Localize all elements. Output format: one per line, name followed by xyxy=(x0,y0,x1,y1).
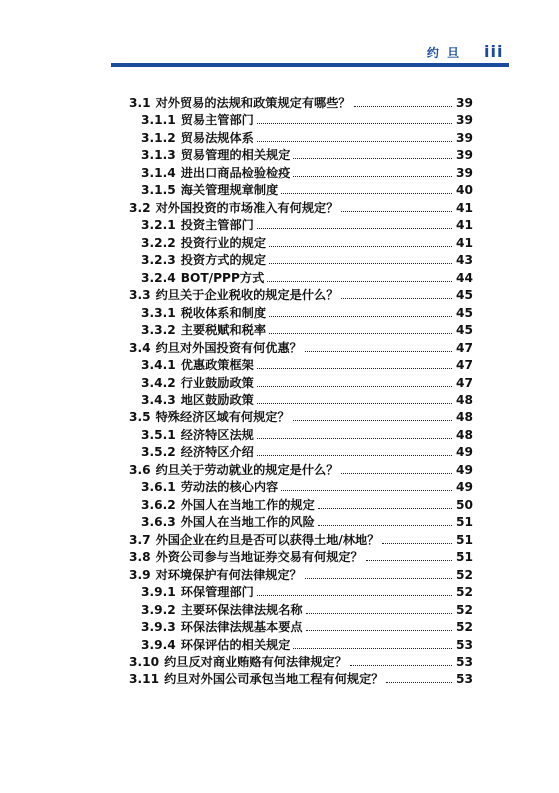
toc-entry-number: 3.2.3 xyxy=(141,253,176,268)
dot-leader xyxy=(293,648,452,649)
toc-entry-label xyxy=(129,671,383,688)
toc-entry[interactable] xyxy=(129,305,473,322)
toc-entry-page-number: 48 xyxy=(456,427,473,442)
toc-entry-label xyxy=(129,287,338,304)
toc-entry-page-number: 53 xyxy=(456,655,473,669)
toc-entry-page-number: 51 xyxy=(456,515,473,530)
toc-entry-page-number: 43 xyxy=(456,253,473,268)
toc-entry-page-number: 52 xyxy=(456,567,473,582)
toc-entry[interactable] xyxy=(129,375,473,392)
toc-entry-label xyxy=(129,567,302,584)
toc-entry-page-number: 48 xyxy=(456,392,473,407)
toc-entry[interactable] xyxy=(129,112,473,129)
toc-entry-title: 投资主管部门 xyxy=(180,218,254,233)
toc-entry-number: 3.2.4 xyxy=(141,270,176,285)
toc-entry-label xyxy=(141,427,254,444)
toc-entry-title: 约旦对外国公司承包当地工程有何规定？ xyxy=(164,672,384,687)
toc-entry[interactable] xyxy=(129,549,473,566)
dot-leader xyxy=(281,490,452,491)
toc-entry[interactable] xyxy=(129,357,473,374)
toc-entry[interactable] xyxy=(129,392,473,409)
toc-entry-number: 3.5.1 xyxy=(141,427,176,442)
toc-entry-title: 对环境保护有何法律规定？ xyxy=(155,567,302,582)
toc-entry-number: 3.1.5 xyxy=(141,183,176,198)
dot-leader xyxy=(257,123,452,124)
toc-entry-number: 3.7 xyxy=(129,532,151,547)
toc-entry-label xyxy=(141,235,266,252)
toc-entry-page-number: 47 xyxy=(456,358,473,373)
dot-leader xyxy=(281,193,452,194)
toc-entry[interactable] xyxy=(129,147,473,164)
toc-entry-label xyxy=(141,392,254,409)
toc-entry-page-number: 51 xyxy=(456,532,473,547)
toc-entry-number: 3.3.1 xyxy=(141,305,176,320)
toc-entry-page-number: 44 xyxy=(456,270,473,285)
toc-entry-page-number: 45 xyxy=(456,288,473,303)
toc-entry-number: 3.9.3 xyxy=(141,620,176,635)
dot-leader xyxy=(341,473,452,474)
toc-entry-label xyxy=(129,462,338,479)
toc-entry-label xyxy=(129,409,290,426)
toc-entry-title: 主要税赋和税率 xyxy=(180,323,267,338)
toc-entry[interactable] xyxy=(129,479,473,496)
toc-entry-label xyxy=(129,654,347,671)
toc-entry-number: 3.1.2 xyxy=(141,130,176,145)
toc-entry[interactable] xyxy=(129,287,473,304)
toc-entry-number: 3.1 xyxy=(129,96,151,110)
toc-entry[interactable] xyxy=(129,252,473,269)
toc-entry[interactable] xyxy=(129,584,473,601)
toc-entry-title: 经济特区介绍 xyxy=(180,445,254,460)
table-of-contents xyxy=(129,95,473,689)
toc-entry[interactable] xyxy=(129,165,473,182)
header-divider xyxy=(111,63,509,67)
toc-entry-title: 税收体系和制度 xyxy=(180,305,267,320)
toc-entry-label xyxy=(129,200,338,217)
toc-entry-label xyxy=(141,497,315,514)
toc-entry-label xyxy=(141,444,254,461)
toc-entry-number: 3.9.4 xyxy=(141,637,176,652)
toc-entry-title: 外国企业在约旦是否可以获得土地/林地？ xyxy=(155,532,380,547)
toc-entry[interactable] xyxy=(129,340,473,357)
toc-entry[interactable] xyxy=(129,217,473,234)
toc-entry-number: 3.9.1 xyxy=(141,585,176,600)
toc-entry-page-number: 40 xyxy=(456,183,473,198)
toc-entry-page-number: 53 xyxy=(456,672,473,687)
toc-entry-label xyxy=(141,637,290,654)
toc-entry-number: 3.4.2 xyxy=(141,375,176,390)
toc-entry[interactable] xyxy=(129,654,473,671)
dot-leader xyxy=(306,613,452,614)
toc-entry-number: 3.8 xyxy=(129,550,151,565)
toc-entry-number: 3.10 xyxy=(129,655,160,669)
toc-entry-number: 3.5.2 xyxy=(141,445,176,460)
toc-entry-page-number: 49 xyxy=(456,445,473,460)
toc-entry[interactable] xyxy=(129,182,473,199)
toc-entry[interactable] xyxy=(129,444,473,461)
toc-entry-title: 外国人在当地工作的风险 xyxy=(180,515,315,530)
toc-entry-title: 海关管理规章制度 xyxy=(180,183,279,198)
toc-entry[interactable] xyxy=(129,514,473,531)
toc-entry-number: 3.6.2 xyxy=(141,497,176,512)
toc-entry[interactable] xyxy=(129,270,473,287)
toc-entry-title: 对外贸易的法规和政策规定有哪些？ xyxy=(155,96,351,110)
toc-entry-label xyxy=(141,357,254,374)
toc-entry-title: BOT/PPP方式 xyxy=(180,270,265,285)
dot-leader xyxy=(305,578,452,579)
dot-leader xyxy=(306,630,452,631)
toc-entry[interactable] xyxy=(129,602,473,619)
toc-entry-number: 3.11 xyxy=(129,672,160,687)
toc-entry-number: 3.9 xyxy=(129,567,151,582)
chapter-header-title: 约 旦 xyxy=(426,46,462,60)
toc-entry-label xyxy=(141,252,266,269)
toc-entry-number: 3.1.3 xyxy=(141,148,176,163)
toc-entry[interactable] xyxy=(129,200,473,217)
toc-entry-title: 环保评估的相关规定 xyxy=(180,637,291,652)
toc-entry[interactable] xyxy=(129,497,473,514)
toc-entry-page-number: 53 xyxy=(456,637,473,652)
toc-entry-title: 外国人在当地工作的规定 xyxy=(180,497,315,512)
toc-entry-page-number: 52 xyxy=(456,602,473,617)
toc-entry-label xyxy=(141,270,264,287)
dot-leader xyxy=(386,682,452,683)
toc-entry-page-number: 52 xyxy=(456,585,473,600)
toc-entry-label xyxy=(129,95,351,112)
toc-entry-title: 行业鼓励政策 xyxy=(180,375,254,390)
toc-entry-page-number: 47 xyxy=(456,375,473,390)
toc-entry-title: 地区鼓励政策 xyxy=(180,392,254,407)
toc-entry-label xyxy=(141,305,266,322)
dot-leader xyxy=(350,665,452,666)
page-numeral: iii xyxy=(484,42,504,61)
toc-entry-number: 3.2 xyxy=(129,200,151,215)
toc-entry-title: 投资方式的规定 xyxy=(180,253,267,268)
toc-entry-number: 3.1.1 xyxy=(141,113,176,128)
toc-entry-label xyxy=(129,340,302,357)
toc-entry-number: 3.3 xyxy=(129,288,151,303)
toc-entry-title: 环保法律法规基本要点 xyxy=(180,620,303,635)
toc-entry[interactable] xyxy=(129,462,473,479)
toc-entry-label xyxy=(141,165,290,182)
toc-entry[interactable] xyxy=(129,322,473,339)
dot-leader xyxy=(341,211,452,212)
toc-entry-number: 3.5 xyxy=(129,410,151,425)
toc-entry-title: 进出口商品检验检疫 xyxy=(180,165,291,180)
toc-entry-page-number: 47 xyxy=(456,340,473,355)
toc-entry-label xyxy=(141,584,254,601)
toc-entry-title: 约旦关于劳动就业的规定是什么？ xyxy=(155,462,339,477)
toc-entry[interactable] xyxy=(129,235,473,252)
toc-entry-number: 3.6 xyxy=(129,462,151,477)
toc-entry-label xyxy=(141,479,278,496)
toc-entry-page-number: 45 xyxy=(456,305,473,320)
toc-entry-page-number: 39 xyxy=(456,96,473,110)
toc-entry-page-number: 49 xyxy=(456,480,473,495)
toc-entry-page-number: 39 xyxy=(456,113,473,128)
toc-entry[interactable] xyxy=(129,95,473,112)
toc-entry-label xyxy=(129,549,363,566)
dot-leader xyxy=(382,543,452,544)
dot-leader xyxy=(293,176,452,177)
toc-entry[interactable] xyxy=(129,532,473,549)
toc-entry-title: 贸易管理的相关规定 xyxy=(180,148,291,163)
dot-leader xyxy=(269,263,452,264)
dot-leader xyxy=(269,316,452,317)
dot-leader xyxy=(257,386,452,387)
dot-leader xyxy=(257,368,452,369)
toc-entry-number: 3.4 xyxy=(129,340,151,355)
toc-entry-title: 贸易法规体系 xyxy=(180,130,254,145)
dot-leader xyxy=(293,158,452,159)
toc-entry-number: 3.1.4 xyxy=(141,165,176,180)
dot-leader xyxy=(257,438,452,439)
toc-entry-page-number: 41 xyxy=(456,200,473,215)
dot-leader xyxy=(318,525,452,526)
toc-entry-title: 环保管理部门 xyxy=(180,585,254,600)
toc-entry-page-number: 52 xyxy=(456,620,473,635)
dot-leader xyxy=(257,403,452,404)
toc-entry-number: 3.4.1 xyxy=(141,358,176,373)
dot-leader xyxy=(257,595,452,596)
toc-entry-label xyxy=(141,112,254,129)
dot-leader xyxy=(341,298,452,299)
toc-entry-title: 约旦反对商业贿赂有何法律规定？ xyxy=(164,655,347,669)
toc-entry-page-number: 41 xyxy=(456,235,473,250)
toc-entry-number: 3.2.1 xyxy=(141,218,176,233)
dot-leader xyxy=(269,333,452,334)
toc-entry-title: 贸易主管部门 xyxy=(180,113,254,128)
toc-entry-title: 优惠政策框架 xyxy=(180,358,254,373)
dot-leader xyxy=(257,228,452,229)
dot-leader xyxy=(318,508,452,509)
toc-entry-title: 经济特区法规 xyxy=(180,427,254,442)
toc-entry-page-number: 48 xyxy=(456,410,473,425)
toc-entry[interactable] xyxy=(129,427,473,444)
toc-entry-label xyxy=(141,619,303,636)
toc-entry[interactable] xyxy=(129,567,473,584)
toc-entry-page-number: 49 xyxy=(456,462,473,477)
dot-leader xyxy=(257,455,452,456)
toc-entry-title: 约旦关于企业税收的规定是什么？ xyxy=(155,288,339,303)
toc-entry-number: 3.2.2 xyxy=(141,235,176,250)
dot-leader xyxy=(269,246,452,247)
toc-entry-page-number: 39 xyxy=(456,165,473,180)
toc-entry[interactable] xyxy=(129,671,473,688)
toc-entry-page-number: 39 xyxy=(456,130,473,145)
toc-entry-title: 外资公司参与当地证券交易有何规定？ xyxy=(155,550,363,565)
toc-entry-label xyxy=(141,182,278,199)
toc-entry-number: 3.4.3 xyxy=(141,392,176,407)
toc-entry-page-number: 39 xyxy=(456,148,473,163)
toc-entry-label xyxy=(141,514,315,531)
toc-entry-page-number: 50 xyxy=(456,497,473,512)
toc-entry-number: 3.9.2 xyxy=(141,602,176,617)
dot-leader xyxy=(257,141,452,142)
toc-entry-label xyxy=(141,375,254,392)
toc-entry-label xyxy=(141,217,254,234)
toc-entry-label xyxy=(141,147,290,164)
dot-leader xyxy=(305,351,452,352)
dot-leader xyxy=(366,560,452,561)
toc-entry[interactable] xyxy=(129,619,473,636)
toc-entry-title: 主要环保法律法规名称 xyxy=(180,602,303,617)
toc-entry-title: 投资行业的规定 xyxy=(180,235,267,250)
toc-entry-number: 3.3.2 xyxy=(141,323,176,338)
toc-entry-label xyxy=(129,532,379,549)
toc-entry-page-number: 51 xyxy=(456,550,473,565)
toc-entry-label xyxy=(141,322,266,339)
dot-leader xyxy=(293,420,452,421)
toc-entry-title: 特殊经济区域有何规定？ xyxy=(155,410,290,425)
toc-entry-label xyxy=(141,602,303,619)
toc-entry[interactable] xyxy=(129,409,473,426)
toc-entry-title: 劳动法的核心内容 xyxy=(180,480,279,495)
toc-entry-title: 对外国投资的市场准入有何规定？ xyxy=(155,200,339,215)
dot-leader xyxy=(354,106,452,107)
toc-entry-number: 3.6.3 xyxy=(141,515,176,530)
toc-entry-page-number: 41 xyxy=(456,218,473,233)
toc-entry[interactable] xyxy=(129,130,473,147)
toc-entry-page-number: 45 xyxy=(456,323,473,338)
dot-leader xyxy=(267,281,452,282)
toc-entry-number: 3.6.1 xyxy=(141,480,176,495)
toc-entry-label xyxy=(141,130,254,147)
toc-entry[interactable] xyxy=(129,637,473,654)
toc-entry-title: 约旦对外国投资有何优惠？ xyxy=(155,340,302,355)
